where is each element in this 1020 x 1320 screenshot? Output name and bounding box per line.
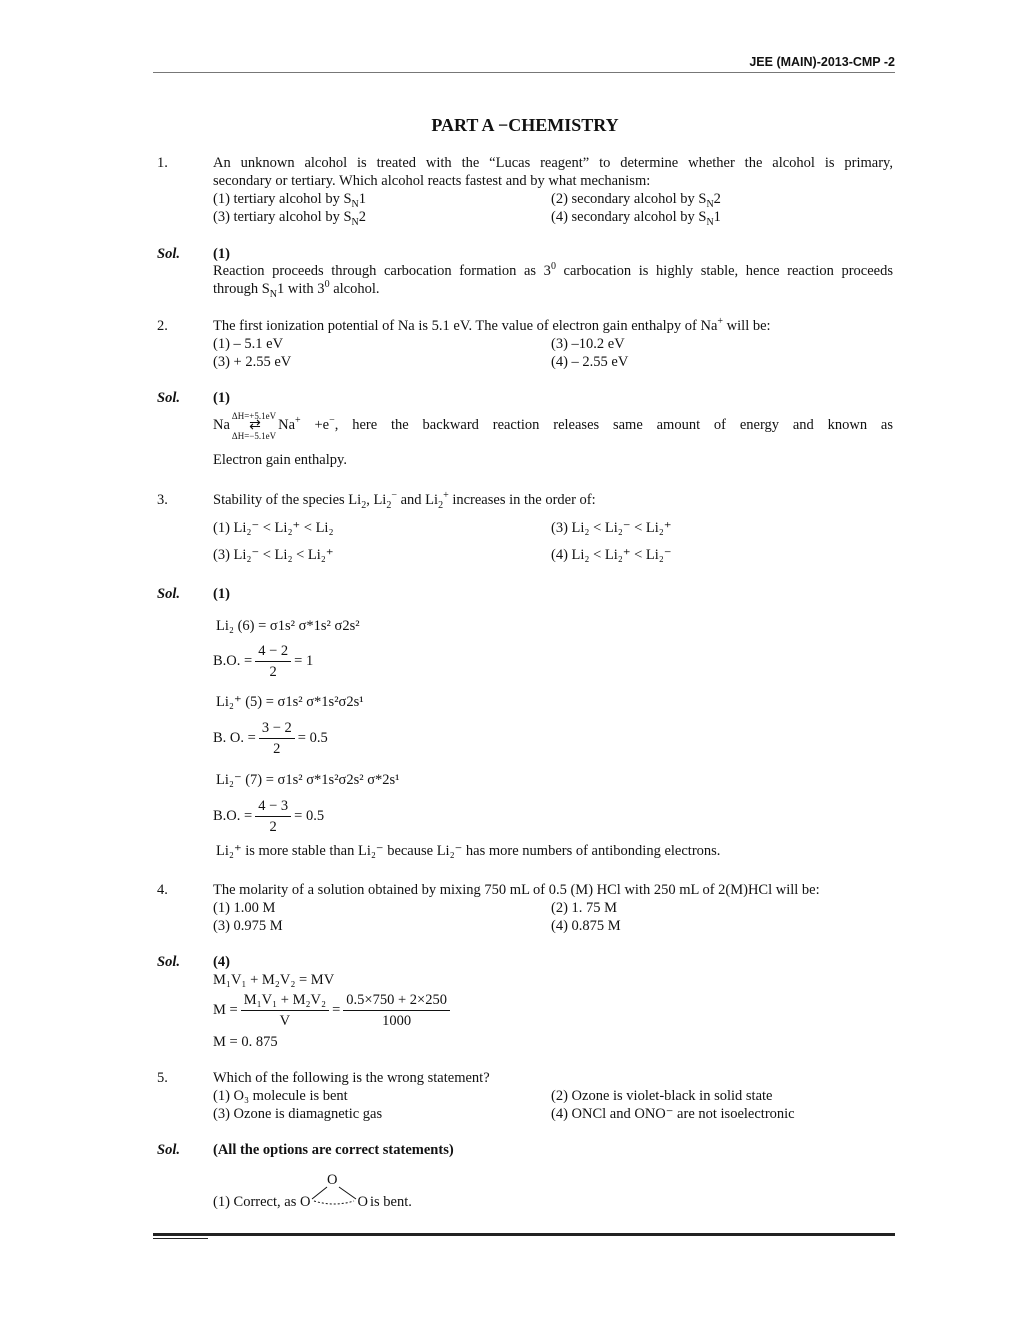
sub: N [351,216,359,228]
sol1-line2 [213,280,380,298]
sol4-result: M = 0. 875 [213,1034,278,1050]
t: B.O. = [213,652,253,669]
sub: N [706,198,714,210]
q1-text-line2: secondary or tertiary. Which alcohol reacts fastest and by what mechanism: [213,173,651,189]
fraction [259,718,295,759]
q4-option-3: (3) 0.975 M [213,918,283,934]
running-header: JEE (MAIN)-2013-CMP -2 [749,55,895,69]
t: (1) Correct, as [213,1194,297,1210]
opt-text: 1 [713,209,721,225]
q2-number: 2. [157,318,168,334]
sol2-line2: Electron gain enthalpy. [213,452,347,468]
arrow-icon: ⇄ [249,417,259,433]
opt-text: (3) tertiary alcohol by S [213,209,352,225]
t: = [332,1001,341,1018]
t: Reaction proceeds through carbocation formation as 3 [213,263,551,279]
opt-text: (1) tertiary alcohol by S [213,191,352,207]
t: = 0.5 [294,807,325,824]
t: and Li [396,492,439,508]
sol3-label: Sol. [157,586,180,602]
sup: 0 [324,279,330,291]
fraction [343,990,450,1031]
sol3-answer: (1) [213,586,230,602]
t: +e [300,417,330,433]
q4-text: The molarity of a solution obtained by mixing 750 mL of 0.5 (M) HCl with 250 mL of 2(M)HCl will be: [213,882,820,898]
q5-number: 5. [157,1070,168,1086]
q1-text-line1: An unknown alcohol is treated with the “Lucas reagent” to determine whether the alcohol is primary, [213,155,893,171]
q2-option-2: (3) –10.2 eV [551,336,625,352]
sub: 2 [386,499,392,511]
numerator: M₁V₁ + M₂V₂ [241,990,329,1011]
denominator: 1000 [382,1013,412,1029]
q4-option-4: (4) 0.875 M [551,918,621,934]
footer-rule [153,1233,895,1236]
q1-option-4 [551,208,721,226]
opt-text: 2 [358,209,366,225]
sol5-label: Sol. [157,1142,180,1158]
o-left: O [299,1194,311,1210]
sol5-line1 [213,1172,412,1211]
t: The first ionization potential of Na is 5.1 eV. The value of electron gain enthalpy of Na [213,318,718,334]
sol3-li2plus-config: Li₂⁺ (5) = σ1s² σ*1s²σ2s¹ [216,694,364,710]
q1-option-3 [213,208,366,226]
sol3-bo3 [213,796,324,837]
sup: + [295,415,301,427]
q1-number: 1. [157,155,168,171]
sol4-equation: M₁V₁ + M₂V₂ = MV [213,972,335,988]
t: Na [278,417,296,433]
sub: 2 [438,499,444,511]
numerator: 4 − 3 [255,796,291,817]
sup: − [391,490,397,502]
ozone-structure-icon [299,1172,370,1211]
sup: + [717,316,724,328]
t: 1 with 3 [277,281,325,297]
denominator: 2 [269,819,277,835]
q3-option-4: (4) Li₂ < Li₂⁺ < Li₂⁻ [551,547,672,563]
sol3-conclusion: Li₂⁺ is more stable than Li₂⁻ because Li₂⁻ has more numbers of antibonding electrons. [216,843,721,859]
sub: N [351,198,359,210]
sol4-molarity-formula [213,990,453,1031]
t: M = [213,1001,238,1018]
sol3-li2-config: Li₂ (6) = σ1s² σ*1s² σ2s² [216,618,360,634]
q3-option-2: (3) Li₂ < Li₂⁻ < Li₂⁺ [551,520,672,536]
t: will be: [723,318,771,334]
o-right: O [357,1194,368,1210]
q5-option-2: (2) Ozone is violet-black in solid state [551,1088,773,1104]
dh-forward: ΔH=+5.1eV [231,410,277,421]
t: B.O. = [213,807,253,824]
q2-text [213,317,771,335]
q5-option-3: (3) Ozone is diamagnetic gas [213,1106,383,1122]
q3-number: 3. [157,492,168,508]
fraction [255,796,291,837]
sol5-answer: (All the options are correct statements) [213,1142,454,1158]
t: through S [213,281,270,297]
sol2-equation-line [213,410,893,441]
fraction [241,990,329,1031]
header-rule [153,72,895,73]
denominator: V [279,1013,291,1029]
q2-option-4: (4) – 2.55 eV [551,354,629,370]
t: = 0.5 [297,729,328,746]
sol3-bo2 [213,718,328,759]
sup: 0 [550,261,556,273]
q2-option-3: (3) + 2.55 eV [213,354,292,370]
t: Stability of the species Li [213,492,362,508]
q3-option-3: (3) Li₂⁻ < Li₂ < Li₂⁺ [213,547,334,563]
sol2-answer: (1) [213,390,230,406]
opt-text: 2 [713,191,721,207]
t: alcohol. [329,281,380,297]
q1-option-1 [213,190,366,208]
sol3-bo1 [213,641,313,682]
sub: N [706,216,714,228]
opt-text: (4) secondary alcohol by S [551,209,707,225]
numerator: 4 − 2 [255,641,291,662]
part-title: PART A −CHEMISTRY [431,115,619,135]
t: carbocation is highly stable, hence reaction proceeds [555,263,893,279]
t: , Li [366,492,387,508]
t: = 1 [294,652,314,669]
sub: 2 [361,499,367,511]
t: increases in the order of: [448,492,596,508]
q5-option-4: (4) ONCl and ONO⁻ are not isoelectronic [551,1106,795,1122]
fraction [255,641,291,682]
q2-option-1: (1) – 5.1 eV [213,336,284,352]
t: is bent. [369,1194,412,1210]
q3-option-1: (1) Li₂⁻ < Li₂⁺ < Li₂ [213,520,334,536]
t: Na [213,417,230,433]
t: , here the backward reaction releases same amount of energy and known as [334,417,893,433]
sol3-li2minus-config: Li₂⁻ (7) = σ1s² σ*1s²σ2s² σ*2s¹ [216,772,400,788]
ozone-bonds [300,1181,370,1211]
opt-text: 1 [358,191,366,207]
numerator: 0.5×750 + 2×250 [343,990,450,1011]
o-top: O [326,1172,338,1188]
numerator: 3 − 2 [259,718,295,739]
sol1-line1 [213,262,893,280]
q3-text [213,491,596,509]
sol4-label: Sol. [157,954,180,970]
q4-option-2: (2) 1. 75 M [551,900,618,916]
sup: + [443,490,449,502]
footer-rule-short [153,1238,208,1239]
q5-text: Which of the following is the wrong statement? [213,1070,490,1086]
sup: − [329,415,335,427]
dh-backward: ΔH=−5.1eV [231,430,277,441]
sol4-answer: (4) [213,954,230,970]
opt-text: (2) secondary alcohol by S [551,191,707,207]
sol2-label: Sol. [157,390,180,406]
denominator: 2 [269,664,277,680]
q5-option-1: (1) O₃ molecule is bent [213,1088,348,1104]
q1-option-2 [551,190,721,208]
sol1-label: Sol. [157,246,180,262]
q4-option-1: (1) 1.00 M [213,900,276,916]
sub: N [269,288,278,300]
sol1-answer: (1) [213,246,230,262]
q4-number: 4. [157,882,168,898]
equilibrium-arrow [232,411,276,441]
t: B. O. = [213,729,256,746]
denominator: 2 [273,741,281,757]
